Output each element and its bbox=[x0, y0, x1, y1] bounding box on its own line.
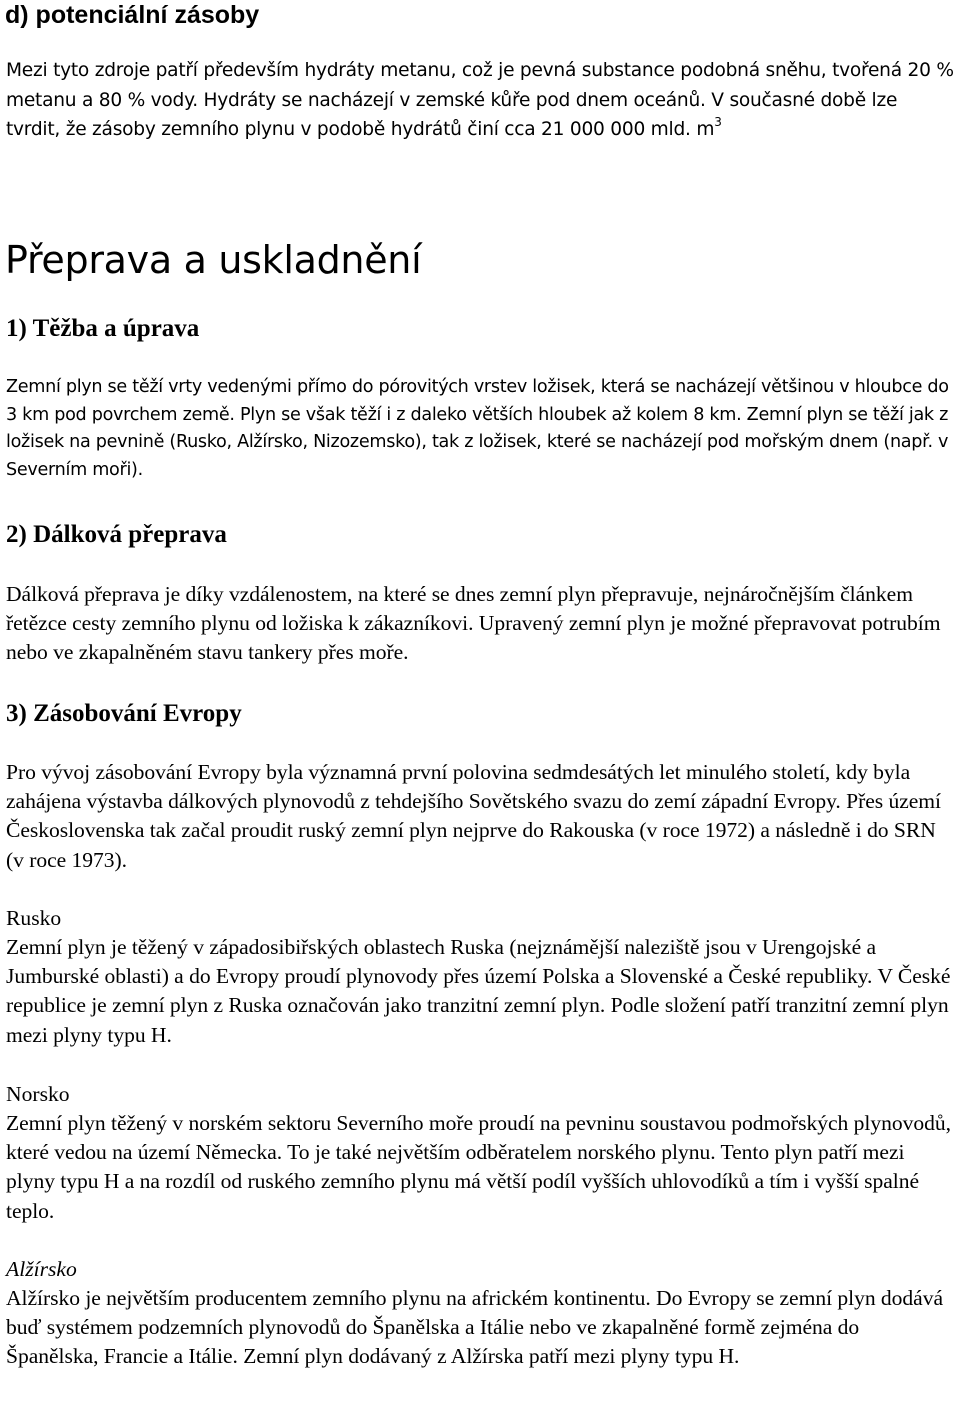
superscript-3: 3 bbox=[714, 115, 722, 129]
rusko-title: Rusko bbox=[6, 906, 62, 930]
section-3-paragraph: Pro vývoj zásobování Evropy byla významná první polovina sedmdesátých let minulého století, kdy byla zahájena výstavba dálkových plynovodů z tehdejšího Sovětského svazu do zemí západní Evropy. Přes území Československa tak začal proudit ruský zemní plyn nejprve do Rakouska (v roce 1972) a následně i do SRN (v roce 1973). bbox=[6, 760, 941, 872]
norsko-title: Norsko bbox=[6, 1082, 70, 1106]
section-d-heading: d) potenciální zásoby bbox=[5, 1, 260, 29]
section-3-heading: 3) Zásobování Evropy bbox=[6, 700, 242, 727]
section-2-paragraph: Dálková přeprava je díky vzdálenostem, na které se dnes zemní plyn přepravuje, nejnáročnějším článkem řetězce cesty zemního plynu od ložiska k zákazníkovi. Upravený zemní plyn je možné přepravovat potrubím nebo ve zkapalněném stavu tankery přes moře. bbox=[6, 582, 941, 665]
section-1-paragraph: Zemní plyn se těží vrty vedenými přímo do pórovitých vrstev ložisek, která se nacházejí většinou v hloubce do 3 km pod povrchem země. Plyn se však těží i z daleko větších hloubek až kolem 8 km. Zemní plyn se těží jak z ložisek na pevnině (Rusko, Alžírsko, Nizozemsko), tak z ložisek, které se nacházejí pod mořským dnem (např. v Severním moři). bbox=[6, 377, 949, 480]
section-1-heading: 1) Těžba a úprava bbox=[6, 315, 200, 342]
section-2-heading: 2) Dálková přeprava bbox=[6, 521, 227, 548]
section-d-paragraph bbox=[6, 56, 954, 145]
main-heading: Přeprava a uskladnění bbox=[5, 238, 422, 282]
alzirsko-title: Alžírsko bbox=[6, 1257, 77, 1281]
rusko-paragraph: Zemní plyn je těžený v západosibiřských oblastech Ruska (nejznámější naleziště jsou v Urengojské a Jumburské oblasti) a do Evropy proudí plynovody přes území Polska a Slovenské a České republiky. V České republice je zemní plyn z Ruska označován jako tranzitní zemní plyn. Podle složení patří tranzitní zemní plyn mezi plyny typu H. bbox=[6, 935, 951, 1047]
section-d-text: Mezi tyto zdroje patří především hydráty metanu, což je pevná substance podobná sněhu, tvořená 20 % metanu a 80 % vody. Hydráty se nacházejí v zemské kůře pod dnem oceánů. V současné době lze tvrdit, že zásoby zemního plynu v podobě hydrátů činí cca 21 000 000 mld. m bbox=[6, 60, 954, 140]
norsko-paragraph: Zemní plyn těžený v norském sektoru Severního moře proudí na pevninu soustavou podmořských plynovodů, které vedou na území Německa. To je také největším odběratelem norského plynu. Tento plyn patří mezi plyny typu H a na rozdíl od ruského zemního plynu má větší podíl vyšších uhlovodíků a tím i vyšší spalné teplo. bbox=[6, 1111, 951, 1223]
alzirsko-paragraph: Alžírsko je největším producentem zemního plynu na africkém kontinentu. Do Evropy se zemní plyn dodává buď systémem podzemních plynovodů do Španělska a Itálie nebo ve zkapalněné formě zejména do Španělska, Francie a Itálie. Zemní plyn dodávaný z Alžírska patří mezi plyny typu H. bbox=[6, 1286, 943, 1369]
